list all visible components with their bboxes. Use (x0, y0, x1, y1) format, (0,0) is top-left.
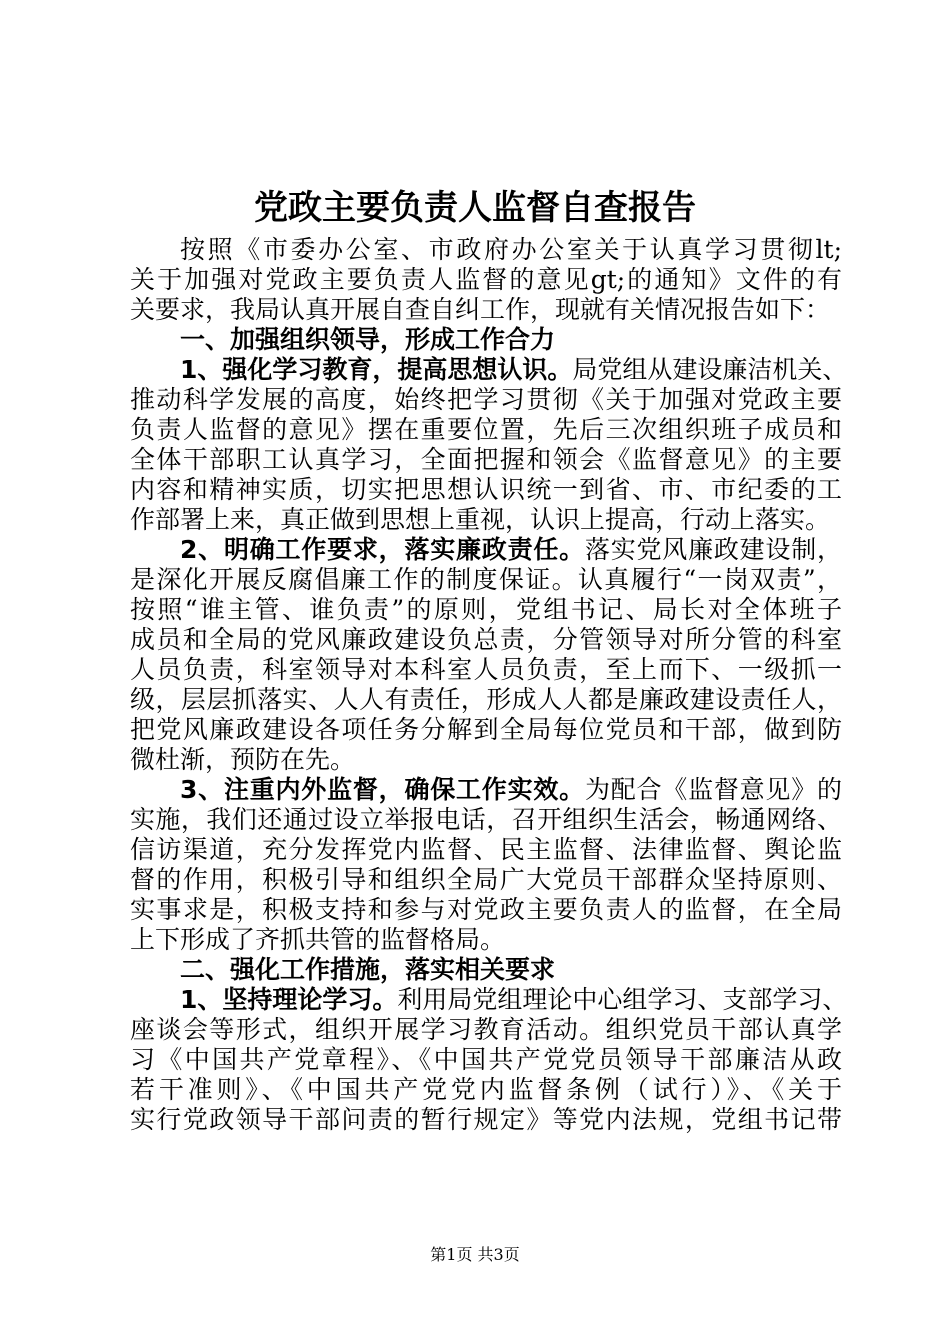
text-line (130, 595, 842, 625)
heading-text: 1、强化学习教育，提高思想认识。 (180, 355, 573, 384)
body-text: 关要求，我局认真开展自查自纠工作，现就有关情况报告如下： (130, 295, 831, 324)
text-line (130, 475, 842, 505)
body-text: 成员和全局的党风廉政建设负总责，分管领导对所分管的科室 (130, 625, 842, 654)
text-line (130, 985, 848, 1015)
body-text: 全体干部职工认真学习，全面把握和领会《监督意见》的主要 (130, 445, 842, 474)
body-text: 级，层层抓落实、人人有责任，形成人人都是廉政建设责任人， (130, 685, 842, 714)
text-line (130, 745, 842, 775)
heading-text: 1、坚持理论学习。 (180, 985, 398, 1014)
page-footer: 第1页 共3页 (430, 1245, 520, 1264)
body-text: 推动科学发展的高度，始终把学习贯彻《关于加强对党政主要 (130, 385, 842, 414)
text-line (130, 895, 842, 925)
text-line (130, 1015, 842, 1045)
text-line (130, 1105, 842, 1135)
body-text: 内容和精神实质，切实把思想认识统一到省、市、市纪委的工 (130, 475, 842, 504)
body-text: 习《中国共产党章程》、《中国共产党党员领导干部廉洁从政 (130, 1045, 842, 1074)
text-line (130, 565, 842, 595)
text-line (130, 775, 842, 805)
body-text: 利用局党组理论中心组学习、支部学习、 (397, 985, 848, 1014)
body-text: 若干准则》、《中国共产党党内监督条例（试行）》、《关于 (130, 1075, 842, 1104)
heading-text: 二、强化工作措施，落实相关要求 (180, 955, 556, 984)
text-line (130, 505, 842, 535)
text-line (130, 865, 842, 895)
text-line (130, 925, 842, 955)
heading-text: 3、注重内外监督，确保工作实效。 (180, 775, 585, 804)
body-text: 把党风廉政建设各项任务分解到全局每位党员和干部，做到防 (130, 715, 842, 744)
body-text: 关于加强对党政主要负责人监督的意见gt;的通知》文件的有 (130, 265, 842, 294)
body-text: 督的作用，积极引导和组织全局广大党员干部群众坚持原则、 (130, 865, 842, 894)
body-text: 座谈会等形式，组织开展学习教育活动。组织党员干部认真学 (130, 1015, 842, 1044)
body-text: 负责人监督的意见》摆在重要位置，先后三次组织班子成员和 (130, 415, 842, 444)
text-line (130, 805, 842, 835)
text-line (130, 385, 842, 415)
body-text: 按照“谁主管、谁负责”的原则，党组书记、局长对全体班子 (130, 595, 842, 624)
text-line (130, 835, 842, 865)
document-body (130, 235, 848, 1135)
body-text: 实行党政领导干部问责的暂行规定》等党内法规，党组书记带 (130, 1105, 842, 1134)
body-text: 按照《市委办公室、市政府办公室关于认真学习贯彻lt; (180, 235, 842, 264)
body-text: 为配合《监督意见》的 (584, 775, 842, 804)
document-title: 党政主要负责人监督自查报告 (254, 188, 696, 228)
text-line (130, 235, 842, 265)
body-text: 信访渠道，充分发挥党内监督、民主监督、法律监督、舆论监 (130, 835, 842, 864)
text-line (130, 685, 842, 715)
text-line (130, 535, 842, 565)
text-line (130, 1045, 842, 1075)
body-text: 人员负责，科室领导对本科室人员负责，至上而下、一级抓一 (130, 655, 842, 684)
body-text: 上下形成了齐抓共管的监督格局。 (130, 925, 506, 954)
body-text: 微杜渐，预防在先。 (130, 745, 356, 774)
text-line (130, 715, 842, 745)
text-line (130, 625, 842, 655)
text-line (130, 355, 848, 385)
text-line (130, 325, 842, 355)
body-text: 落实党风廉政建设制， (584, 535, 842, 564)
heading-text: 2、明确工作要求，落实廉政责任。 (180, 535, 585, 564)
text-line (130, 655, 842, 685)
text-line (130, 445, 842, 475)
body-text: 实事求是，积极支持和参与对党政主要负责人的监督，在全局 (130, 895, 842, 924)
body-text: 局党组从建设廉洁机关、 (572, 355, 848, 384)
text-line (130, 1075, 842, 1105)
text-line (130, 955, 842, 985)
text-line (130, 295, 842, 325)
text-line (130, 415, 842, 445)
heading-text: 一、加强组织领导，形成工作合力 (180, 325, 556, 354)
body-text: 实施，我们还通过设立举报电话，召开组织生活会，畅通网络、 (130, 805, 842, 834)
text-line (130, 265, 842, 295)
body-text: 作部署上来，真正做到思想上重视，认识上提高，行动上落实。 (130, 505, 831, 534)
body-text: 是深化开展反腐倡廉工作的制度保证。认真履行“一岗双责”， (130, 565, 842, 594)
